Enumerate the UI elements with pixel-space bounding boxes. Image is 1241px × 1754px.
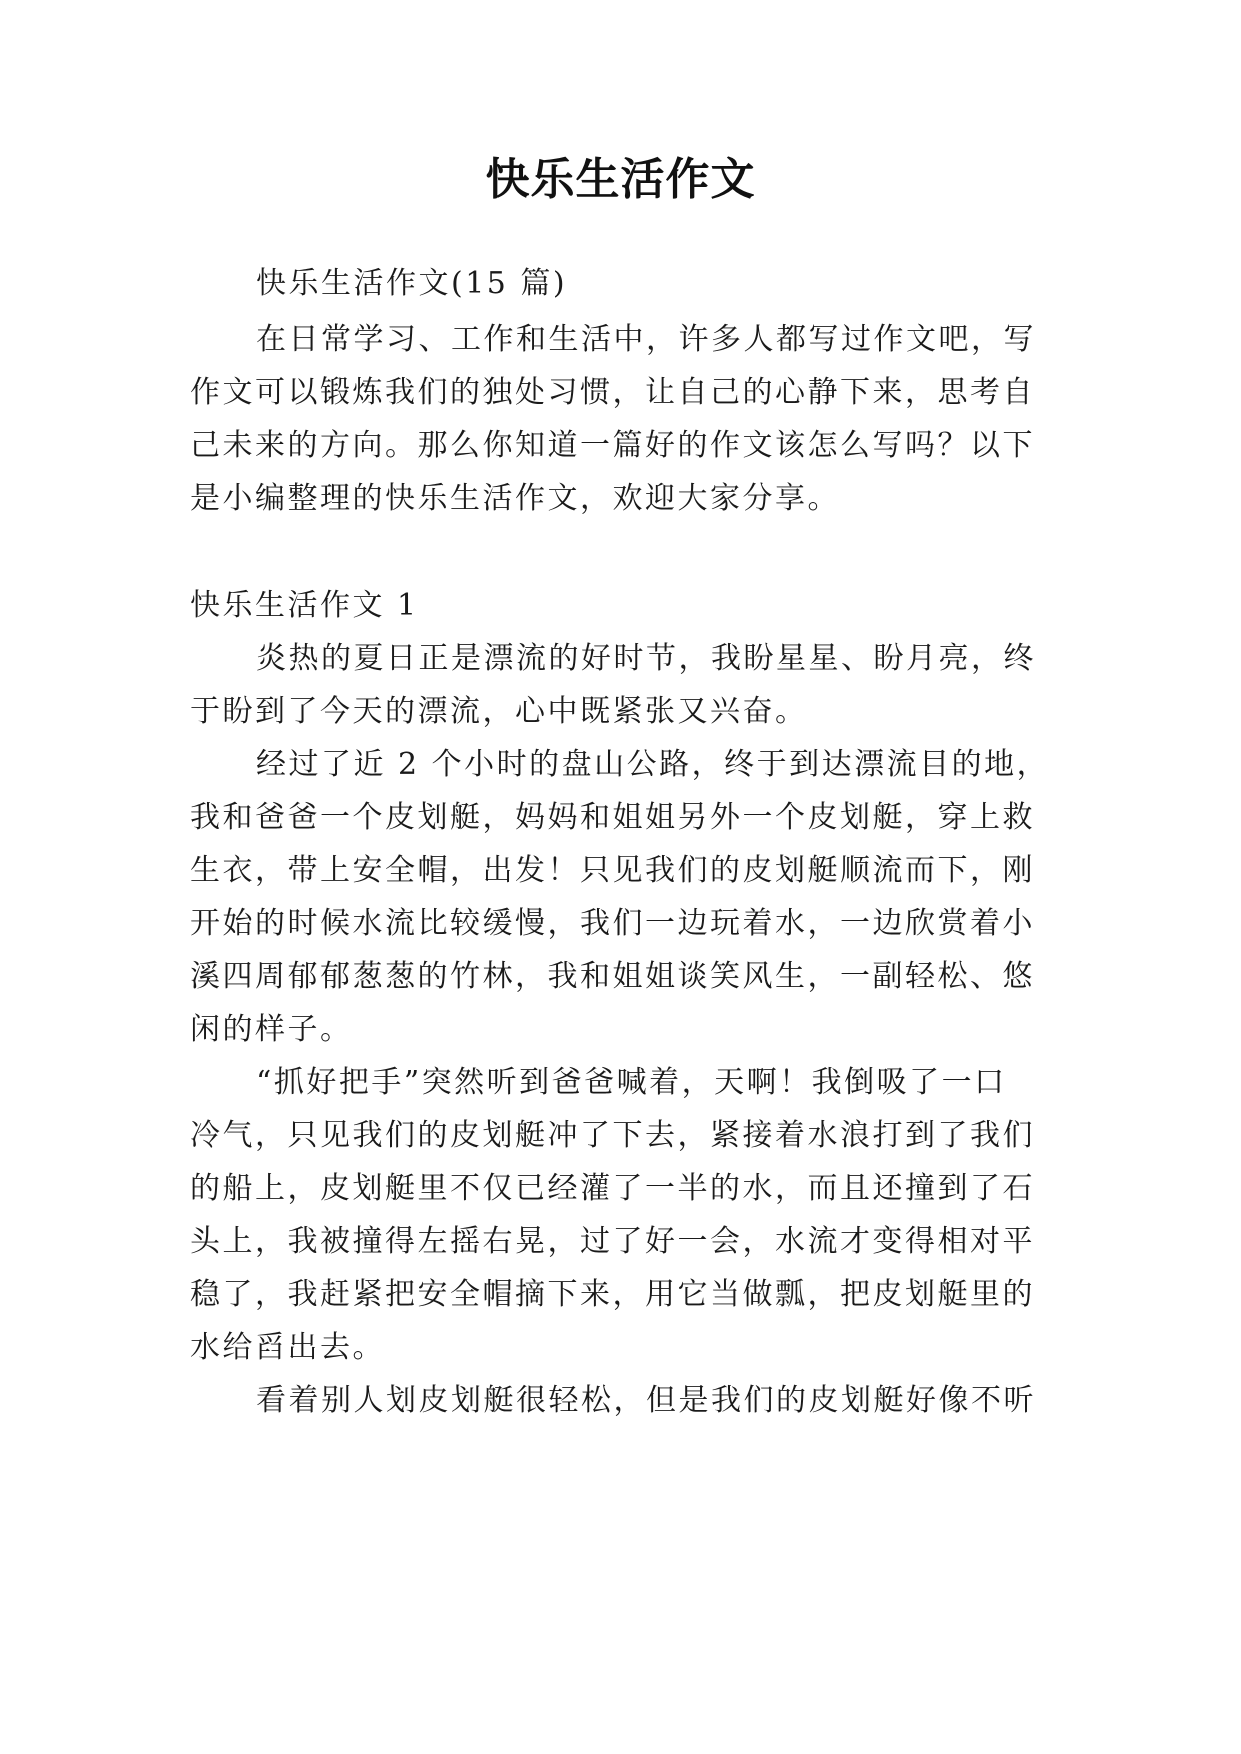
- document-subtitle: 快乐生活作文(15 篇): [256, 266, 568, 301]
- intro-line: 是小编整理的快乐生活作文，欢迎大家分享。: [190, 481, 840, 516]
- body-line: 于盼到了今天的漂流，心中既紧张又兴奋。: [190, 694, 808, 729]
- body-line: 稳了，我赶紧把安全帽摘下来，用它当做瓢，把皮划艇里的: [190, 1277, 1035, 1312]
- document-title: 快乐生活作文: [485, 154, 756, 205]
- body-line: 炎热的夏日正是漂流的好时节，我盼星星、盼月亮，终: [256, 641, 1036, 676]
- body-line: 闲的样子。: [190, 1012, 353, 1047]
- body-line: 冷气，只见我们的皮划艇冲了下去，紧接着水浪打到了我们: [190, 1118, 1035, 1153]
- body-line: 开始的时候水流比较缓慢，我们一边玩着水，一边欣赏着小: [190, 906, 1035, 941]
- body-line: 溪四周郁郁葱葱的竹林，我和姐姐谈笑风生，一副轻松、悠: [190, 959, 1035, 994]
- section-heading: 快乐生活作文 1: [190, 588, 419, 623]
- intro-line: 在日常学习、工作和生活中，许多人都写过作文吧，写: [256, 322, 1036, 357]
- body-line: 我和爸爸一个皮划艇，妈妈和姐姐另外一个皮划艇，穿上救: [190, 800, 1035, 835]
- body-line: “抓好把手”突然听到爸爸喊着，天啊！我倒吸了一口: [256, 1065, 1007, 1100]
- body-line: 生衣，带上安全帽，出发！只见我们的皮划艇顺流而下，刚: [190, 853, 1035, 888]
- body-line: 看着别人划皮划艇很轻松，但是我们的皮划艇好像不听: [256, 1383, 1036, 1418]
- body-line: 的船上，皮划艇里不仅已经灌了一半的水，而且还撞到了石: [190, 1171, 1035, 1206]
- body-line: 头上，我被撞得左摇右晃，过了好一会，水流才变得相对平: [190, 1224, 1035, 1259]
- body-line: 水给舀出去。: [190, 1330, 385, 1365]
- body-line: 经过了近 2 个小时的盘山公路，终于到达漂流目的地，: [256, 747, 1050, 782]
- intro-line: 己未来的方向。那么你知道一篇好的作文该怎么写吗？以下: [190, 428, 1035, 463]
- intro-line: 作文可以锻炼我们的独处习惯，让自己的心静下来，思考自: [190, 375, 1035, 410]
